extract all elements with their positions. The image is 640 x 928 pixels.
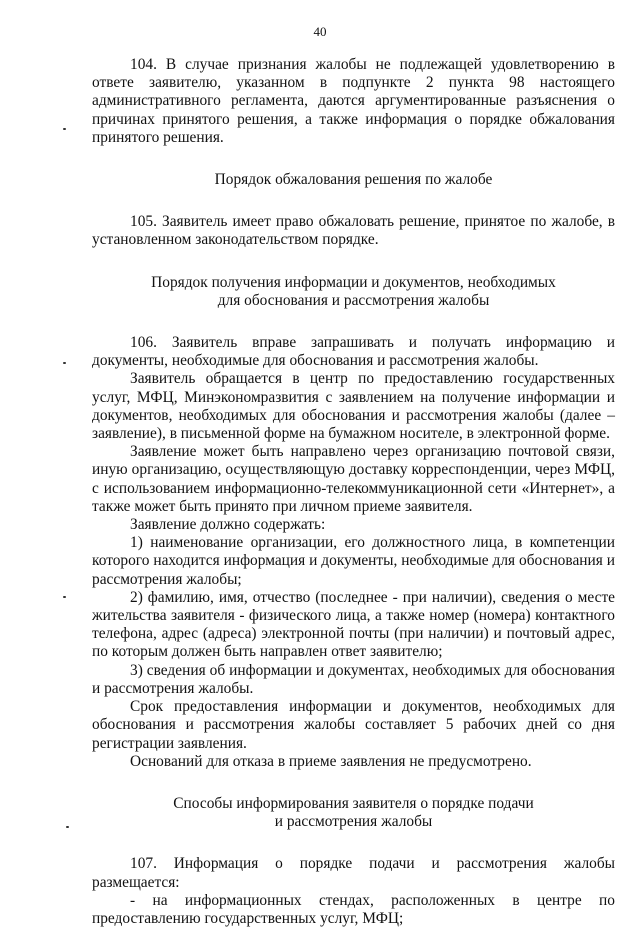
scan-speck: [63, 596, 66, 598]
scan-speck: [63, 362, 66, 364]
heading-line: для обоснования и рассмотрения жалобы: [217, 291, 490, 309]
list-item-3: 3) сведения об информации и документах, необходимых для обоснования и рассмотрения жалобы.: [92, 661, 615, 697]
heading-informing-methods: [92, 795, 615, 831]
heading-line: Порядок получения информации и документов, необходимых: [151, 273, 556, 291]
document-body: [92, 56, 615, 928]
page-number: 40: [313, 24, 327, 39]
paragraph-104: 104. В случае признания жалобы не подлежащей удовлетворению в ответе заявителю, указанном в подпункте 2 пункта 98 настоящего административного регламента, даются аргументированные разъяснения о причинах принятого решения, а также информация о порядке обжалования принятого решения.: [92, 56, 615, 146]
paragraph-106-no-refusal: Оснований для отказа в приеме заявления не предусмотрено.: [130, 752, 532, 770]
paragraph-106-applicant: Заявитель обращается в центр по предоставлению государственных услуг, МФЦ, Минэкономразвития с заявлением на получение информации и документов, необходимых для обоснования и рассмотрения жалобы (далее – заявление), в письменной форме на бумажном носителе, в электронной форме.: [92, 370, 615, 443]
paragraph-106: 106. Заявитель вправе запрашивать и получать информацию и документы, необходимые для обоснования и рассмотрения жалобы.: [92, 334, 615, 370]
heading-line: и рассмотрения жалобы: [274, 813, 433, 831]
heading-appeal-decision: Порядок обжалования решения по жалобе: [214, 171, 493, 189]
paragraph-106-contents: Заявление должно содержать:: [130, 516, 326, 534]
paragraph-105: 105. Заявитель имеет право обжаловать решение, принятое по жалобе, в установленном законодательством порядке.: [92, 213, 615, 249]
list-item-2: 2) фамилию, имя, отчество (последнее - при наличии), сведения о месте жительства заявителя - физического лица, а также номер (номера) контактного телефона, адрес (адреса) электронной почты (при наличии) и почтовый адрес, по которым должен быть направлен ответ заявителю;: [92, 588, 615, 661]
list-item-1: 1) наименование организации, его должностного лица, в компетенции которого находится информация и документы, необходимые для обоснования и рассмотрения жалобы;: [92, 534, 615, 588]
paragraph-106-term: Срок предоставления информации и документов, необходимых для обоснования и рассмотрения жалобы составляет 5 рабочих дней со дня регистрации заявления.: [92, 698, 615, 752]
paragraph-107: 107. Информация о порядке подачи и рассмотрения жалобы размещается:: [92, 855, 615, 891]
list-item-stands: - на информационных стендах, расположенных в центре по предоставлению государственных услуг, МФЦ;: [92, 891, 615, 927]
heading-obtaining-information: [92, 274, 615, 310]
heading-line: Способы информирования заявителя о порядке подачи: [173, 794, 534, 812]
scan-speck: [63, 128, 66, 130]
scan-speck: [66, 826, 69, 828]
paragraph-106-sending: Заявление может быть направлено через организацию почтовой связи, иную организацию, осуществляющую доставку корреспонденции, через МФЦ, с использованием информационно-телекоммуникационной сети «Интернет», а также может быть принято при личном приеме заявителя.: [92, 443, 615, 515]
